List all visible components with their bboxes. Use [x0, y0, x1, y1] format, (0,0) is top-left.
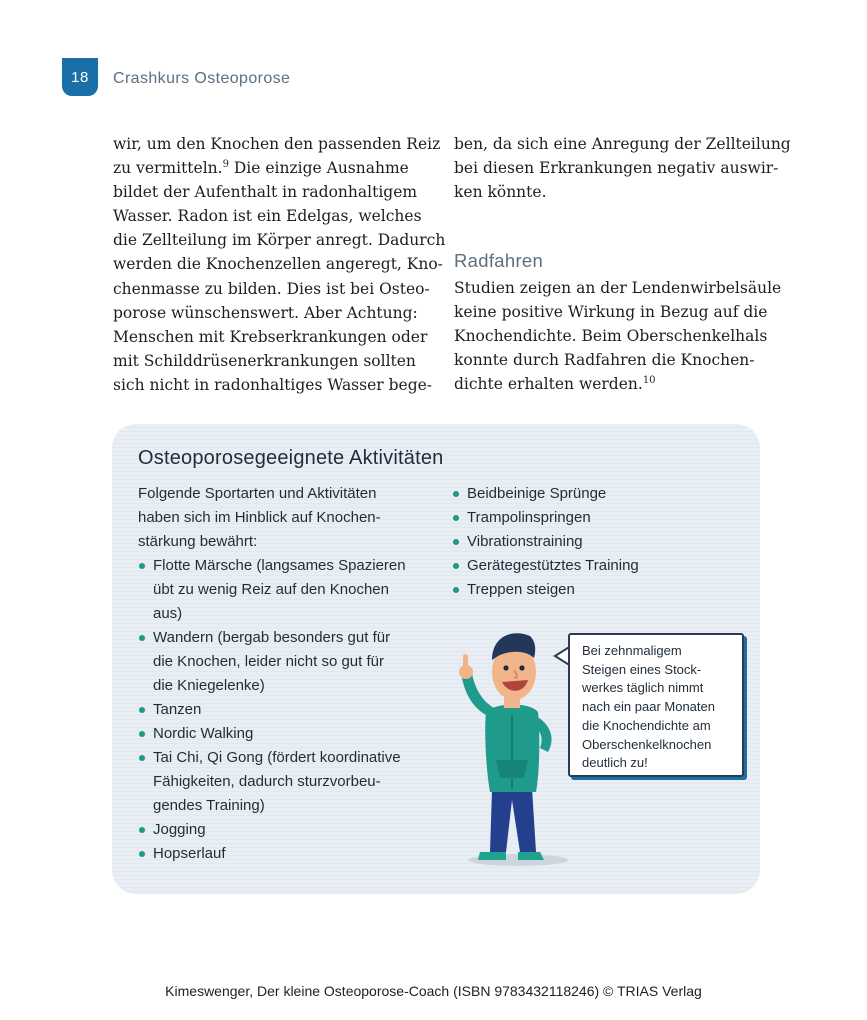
- speech-bubble-text: [582, 642, 715, 773]
- text-line: Studien zeigen an der Lendenwirbelsäule: [454, 279, 782, 297]
- list-item: [138, 818, 438, 842]
- text-line: werden die Knochenzellen angeregt, Kno-: [113, 255, 443, 274]
- section-heading-radfahren: Radfahren: [454, 250, 544, 271]
- bullet-icon: [453, 563, 459, 569]
- list-item-line: die Knochen, leider nicht so gut für: [153, 653, 384, 670]
- body-column-left: [113, 132, 446, 397]
- section-body-radfahren: [454, 276, 782, 396]
- figure-legs: [490, 788, 536, 852]
- text-line: bildet der Aufenthalt in radonhaltigem: [113, 183, 418, 202]
- list-item-line: Nordic Walking: [153, 725, 254, 742]
- list-item-line: die Kniegelenke): [153, 677, 265, 694]
- info-box-left-column: [138, 482, 438, 866]
- bullet-icon: [139, 851, 145, 857]
- speech-bubble: [568, 633, 744, 777]
- list-item: [138, 722, 438, 746]
- text-line: keine positive Wirkung in Bezug auf die: [454, 303, 768, 322]
- text-line: wir, um den Knochen den passenden Reiz: [113, 135, 441, 153]
- text-line: mit Schilddrüsenerkrankungen sollten: [113, 351, 416, 370]
- list-item-line: aus): [153, 605, 183, 622]
- bullet-icon: [139, 707, 145, 713]
- list-item-line: übt zu wenig Reiz auf den Knochen: [153, 581, 389, 598]
- text-line: Wasser. Radon ist ein Edelgas, welches: [113, 207, 422, 226]
- figure-hoodie-pocket: [496, 760, 528, 778]
- list-item-line: Treppen steigen: [467, 581, 575, 598]
- bullet-icon: [453, 491, 459, 497]
- running-title: Crashkurs Osteoporose: [113, 70, 291, 87]
- list-item-line: Gerätegestütztes Training: [467, 557, 639, 574]
- list-item-line: Fähigkeiten, dadurch sturzvorbeu-: [153, 773, 381, 790]
- text-line: ben, da sich eine Anregung der Zellteilung: [454, 135, 791, 153]
- list-item-line: Flotte Märsche (langsames Spazieren: [153, 557, 406, 574]
- list-item-line: Wandern (bergab besonders gut für: [153, 629, 391, 646]
- speech-line: Steigen eines Stock-: [582, 661, 702, 677]
- list-item-line: Tai Chi, Qi Gong (fördert koordinative: [153, 749, 401, 766]
- text-line: Knochendichte. Beim Oberschenkelhals: [454, 327, 768, 346]
- bullet-icon: [139, 827, 145, 833]
- list-item: [452, 530, 742, 554]
- list-item: [452, 554, 742, 578]
- list-item-line: Hopserlauf: [153, 845, 226, 862]
- list-item-line: gendes Training): [153, 797, 265, 814]
- footnote-ref[interactable]: 9: [222, 159, 229, 171]
- list-item-line: Jogging: [153, 821, 206, 838]
- figure-raised-arm: [462, 674, 494, 716]
- speech-line: die Knochendichte am: [582, 717, 711, 733]
- list-item-line: Beidbeinige Sprünge: [467, 485, 607, 502]
- list-item: [452, 482, 742, 506]
- bullet-icon: [453, 515, 459, 521]
- info-box-title: Osteoporosegeeignete Aktivitäten: [138, 447, 444, 469]
- list-item: [138, 698, 438, 722]
- bullet-icon: [139, 635, 145, 641]
- bullet-icon: [139, 563, 145, 569]
- text-line: [454, 372, 769, 396]
- list-item: [138, 746, 438, 818]
- footnote-ref[interactable]: 10: [642, 375, 656, 387]
- bullet-icon: [453, 539, 459, 545]
- list-item-line: Trampolinspringen: [467, 509, 591, 526]
- page-number: 18: [71, 68, 89, 86]
- body-column-right: [454, 132, 791, 204]
- bullet-icon: [139, 755, 145, 761]
- speech-line: nach ein paar Monaten: [582, 699, 715, 715]
- list-item: [452, 506, 742, 530]
- text-line: die Zellteilung im Körper anregt. Dadurch: [113, 231, 446, 250]
- list-item: [138, 842, 438, 866]
- text-line: chenmasse zu bilden. Dies ist bei Osteo-: [113, 279, 430, 298]
- text-line: porose wünschenswert. Aber Achtung:: [113, 303, 418, 322]
- figure-left-eye: [503, 665, 508, 670]
- footer-citation: Kimeswenger, Der kleine Osteoporose-Coach (ISBN 9783432118246) © TRIAS Verlag: [165, 983, 702, 999]
- intro-line: Folgende Sportarten und Aktivitäten: [138, 485, 377, 502]
- info-box-right-column: [452, 482, 742, 602]
- text-line: konnte durch Radfahren die Knochen-: [454, 351, 755, 370]
- text-line: ken könnte.: [454, 183, 547, 202]
- intro-line: haben sich im Hinblick auf Knochen-: [138, 509, 381, 526]
- speech-line: Oberschenkelknochen: [582, 736, 712, 752]
- speech-line: deutlich zu!: [582, 755, 648, 771]
- speech-line: Bei zehnmaligem: [582, 643, 682, 658]
- text-line: sich nicht in radonhaltiges Wasser bege-: [113, 375, 433, 394]
- figure-left-shoe: [478, 852, 506, 860]
- coach-illustration: [440, 620, 570, 870]
- figure-right-eye: [519, 665, 524, 670]
- text-line: [113, 156, 423, 180]
- bullet-icon: [453, 587, 459, 593]
- intro-line: stärkung bewährt:: [138, 533, 258, 550]
- text-line: bei diesen Erkrankungen negativ auswir-: [454, 159, 779, 178]
- list-item: [138, 626, 438, 698]
- list-item-line: Tanzen: [153, 701, 202, 718]
- text-fragment: Die einzige Ausnahme: [228, 159, 409, 178]
- figure-finger: [463, 654, 468, 670]
- list-item: [138, 554, 438, 626]
- text-fragment: zu vermitteln.: [113, 159, 223, 178]
- list-item-line: Vibrationstraining: [467, 533, 583, 550]
- page-number-tab: [62, 58, 98, 96]
- figure-right-shoe: [518, 852, 544, 860]
- speech-line: werkes täglich nimmt: [582, 680, 704, 696]
- text-fragment: dichte erhalten werden.: [454, 375, 643, 394]
- bullet-icon: [139, 731, 145, 737]
- list-item: [452, 578, 742, 602]
- text-line: Menschen mit Krebserkrankungen oder: [113, 327, 428, 346]
